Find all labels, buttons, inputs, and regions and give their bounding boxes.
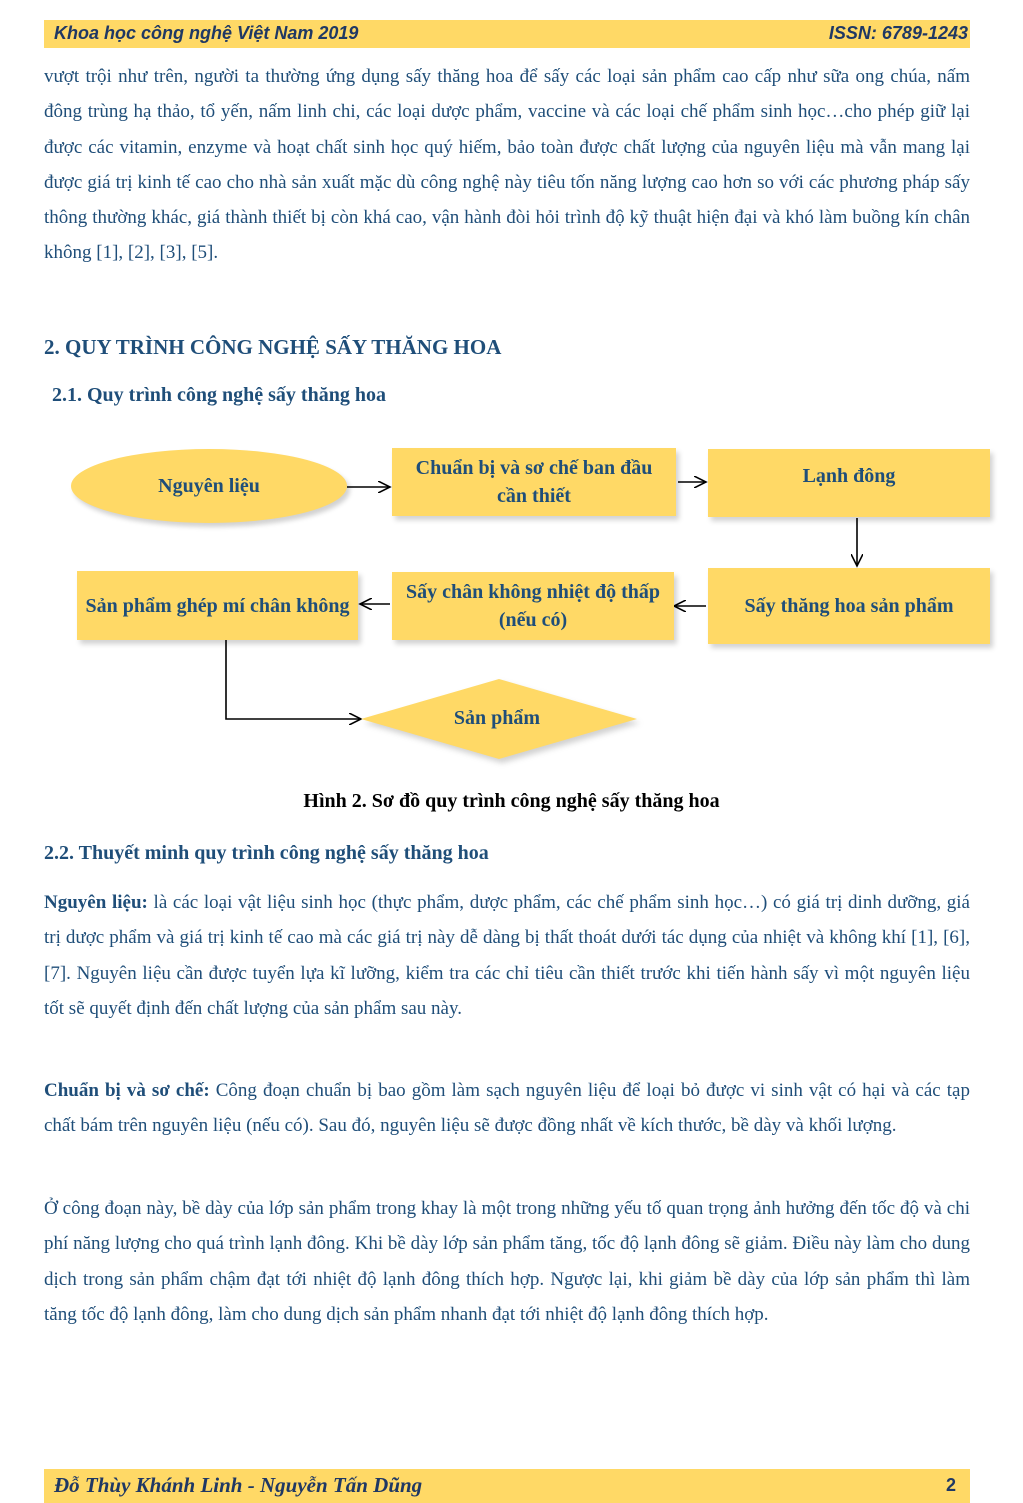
journal-title: Khoa học công nghệ Việt Nam 2019 (54, 23, 359, 43)
paragraph-lead: Chuẩn bị và sơ chế: (44, 1080, 210, 1101)
paragraph-text: là các loại vật liệu sinh học (thực phẩm, dược phẩm, các chế phẩm sinh học…) có giá trị dinh dưỡng, giá trị dược phẩm và giá trị kinh tế cao mà các giá trị này dễ dàng bị thất thoát dưới tác dụng của nhiệt và không khí [1], [6], [7]. Nguyên liệu cần được tuyển lựa kĩ lưỡng, kiểm tra các chỉ tiêu cần thiết trước khi tiến hành sấy vì một nguyên liệu tốt sẽ quyết định đến chất lượng của sản phẩm sau này. (44, 892, 970, 1019)
section-2-2-heading: 2.2. Thuyết minh quy trình công nghệ sấy thăng hoa (44, 842, 489, 864)
node-raw-material: Nguyên liệu (71, 449, 347, 523)
intro-paragraph: vượt trội như trên, người ta thường ứng dụng sấy thăng hoa để sấy các loại sản phẩm cao cấp như sữa ong chúa, nấm đông trùng hạ thảo, tổ yến, nấm linh chi, các loại dược phẩm, vaccine và các loại chế phẩm sinh học…cho phép giữ lại được các vitamin, enzyme và hoạt chất sinh học quý hiếm, bảo toàn được chất lượng của nguyên liệu mà vẫn mang lại được giá trị kinh tế cao cho nhà sản xuất mặc dù công nghệ này tiêu tốn năng lượng cao hơn so với các phương pháp sấy thông thường khác, giá thành thiết bị còn khá cao, vận hành đòi hỏi trình độ kỹ thuật hiện đại và khó làm buồng kín chân không [1], [2], [3], [5]. (44, 66, 970, 264)
product-label: Sản phẩm (453, 707, 541, 729)
node-freezing: Lạnh đông (708, 449, 990, 517)
paragraph-lead: Nguyên liệu: (44, 892, 148, 913)
node-preparation: Chuẩn bị và sơ chế ban đầu cần thiết (392, 448, 676, 516)
node-vacuum-sealing: Sản phẩm ghép mí chân không (77, 571, 358, 640)
authors: Đỗ Thùy Khánh Linh - Nguyễn Tấn Dũng (54, 1473, 423, 1497)
issn: ISSN: 6789-1243 (828, 23, 968, 43)
paragraph-preparation (44, 1073, 970, 1144)
paragraph-text: Công đoạn chuẩn bị bao gồm làm sạch nguyên liệu để loại bỏ được vi sinh vật có hại và các tạp chất bám trên nguyên liệu (nếu có). Sau đó, nguyên liệu sẽ được đồng nhất về kích thước, bề dày và khối lượng. (44, 1080, 970, 1137)
paragraph-thickness: Ở công đoạn này, bề dày của lớp sản phẩm trong khay là một trong những yếu tố quan trọng ảnh hưởng đến tốc độ và chi phí năng lượng cho quá trình lạnh đông. Khi bề dày lớp sản phẩm tăng, tốc độ lạnh đông sẽ giảm. Điều này làm cho dung dịch trong sản phẩm chậm đạt tới nhiệt độ lạnh đông thích hợp. Ngược lại, khi giảm bề dày của lớp sản phẩm thì làm tăng tốc độ lạnh đông, làm cho dung dịch sản phẩm nhanh đạt tới nhiệt độ lạnh đông thích hợp. (44, 1198, 970, 1325)
section-2-heading: 2. QUY TRÌNH CÔNG NGHỆ SẤY THĂNG HOA (44, 335, 502, 359)
node-sublimation-drying: Sấy thăng hoa sản phẩm (708, 568, 990, 644)
node-vacuum-drying: Sấy chân không nhiệt độ thấp (nếu có) (392, 572, 674, 640)
page-number: 2 (945, 1475, 956, 1495)
figure-caption: Hình 2. Sơ đồ quy trình công nghệ sấy thăng hoa (303, 790, 720, 812)
paragraph-raw-material (44, 885, 970, 1026)
section-2-1-heading: 2.1. Quy trình công nghệ sấy thăng hoa (52, 384, 386, 406)
arrow-seal-to-product (226, 640, 361, 719)
